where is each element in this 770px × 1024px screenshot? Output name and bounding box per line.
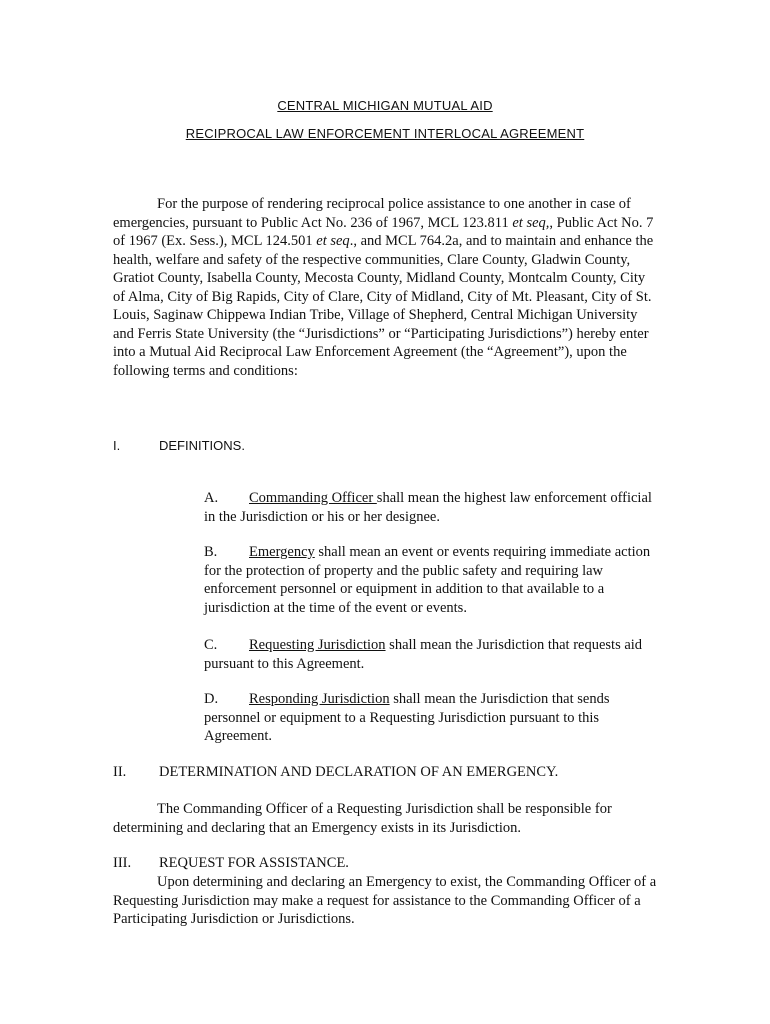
intro-et-seq-1: et seq, <box>512 214 550 231</box>
section-3-heading <box>113 854 349 873</box>
intro-et-seq-2: et seq <box>316 233 350 249</box>
definition-c-term: Requesting Jurisdiction <box>249 637 386 653</box>
definition-a-term: Commanding Officer <box>249 490 377 506</box>
section-2-number: II. <box>113 764 127 780</box>
definition-d <box>204 690 654 746</box>
section-1-heading <box>113 438 245 453</box>
section-1-title: DEFINITIONS. <box>159 438 245 453</box>
intro-text-1: For the purpose of rendering reciprocal police assistance to one another in case of emergencies, pursuant to Public Act No. 236 of 1967, MCL 123.811 <box>113 196 631 231</box>
section-3-body: Upon determining and declaring an Emergency to exist, the Commanding Officer of a Requesting Jurisdiction may make a request for assistance to the Commanding Officer of a Participating Jurisdiction or Jurisdictions. <box>113 874 657 927</box>
definition-c-text: shall mean the Jurisdiction that requests aid pursuant to this Agreement. <box>204 637 643 672</box>
definition-d-letter: D. <box>204 691 219 707</box>
intro-text-2: , Public Act No. 7 of 1967 (Ex. Sess.), MCL 124.501 <box>113 214 654 249</box>
definition-a-letter: A. <box>204 490 219 506</box>
section-3-number: III. <box>113 855 132 871</box>
title-line-1: CENTRAL MICHIGAN MUTUAL AID <box>277 98 493 113</box>
definition-a <box>204 489 654 526</box>
section-2-heading <box>113 763 558 782</box>
definition-d-text: shall mean the Jurisdiction that sends personnel or equipment to a Requesting Jurisdiction pursuant to this Agreement. <box>204 691 610 744</box>
section-2-body: The Commanding Officer of a Requesting Jurisdiction shall be responsible for determining and declaring that an Emergency exists in its Jurisdiction. <box>113 801 612 836</box>
intro-text-3: ., and MCL 764.2a, and to maintain and enhance the health, welfare and safety of the respective communities, Clare County, Gladwin County, Gratiot County, Isabella County, Mecosta County, Midland County, Montcalm County, City of Alma, City of Big Rapids, City of Clare, City of Midland, City of Mt. Pleasant, City of St. Louis, Saginaw Chippewa Indian Tribe, Village of Shepherd, Central Michigan University and Ferris State University (the “Jurisdictions” or “Participating Jurisdictions”) hereby enter into a Mutual Aid Reciprocal Law Enforcement Agreement (the “Agreement”), upon the following terms and conditions: <box>113 233 654 379</box>
section-2-title: DETERMINATION AND DECLARATION OF AN EMERGENCY. <box>159 764 559 780</box>
definition-a-text: shall mean the highest law enforcement official in the Jurisdiction or his or her designee. <box>204 490 652 525</box>
section-3-title: REQUEST FOR ASSISTANCE. <box>159 855 349 871</box>
definition-c-letter: C. <box>204 637 218 653</box>
title-line-2: RECIPROCAL LAW ENFORCEMENT INTERLOCAL AGREEMENT <box>185 126 585 141</box>
definition-b <box>204 543 654 617</box>
definition-b-text: shall mean an event or events requiring immediate action for the protection of property and the public safety and requiring law enforcement personnel or equipment in addition to that available to a jurisdiction at the time of the event or events. <box>204 544 651 616</box>
section-1-number: I. <box>113 438 121 453</box>
definition-c <box>204 636 654 673</box>
intro-paragraph <box>113 195 658 380</box>
definition-b-letter: B. <box>204 544 218 560</box>
definition-b-term: Emergency <box>249 544 315 560</box>
definition-d-term: Responding Jurisdiction <box>249 691 390 707</box>
